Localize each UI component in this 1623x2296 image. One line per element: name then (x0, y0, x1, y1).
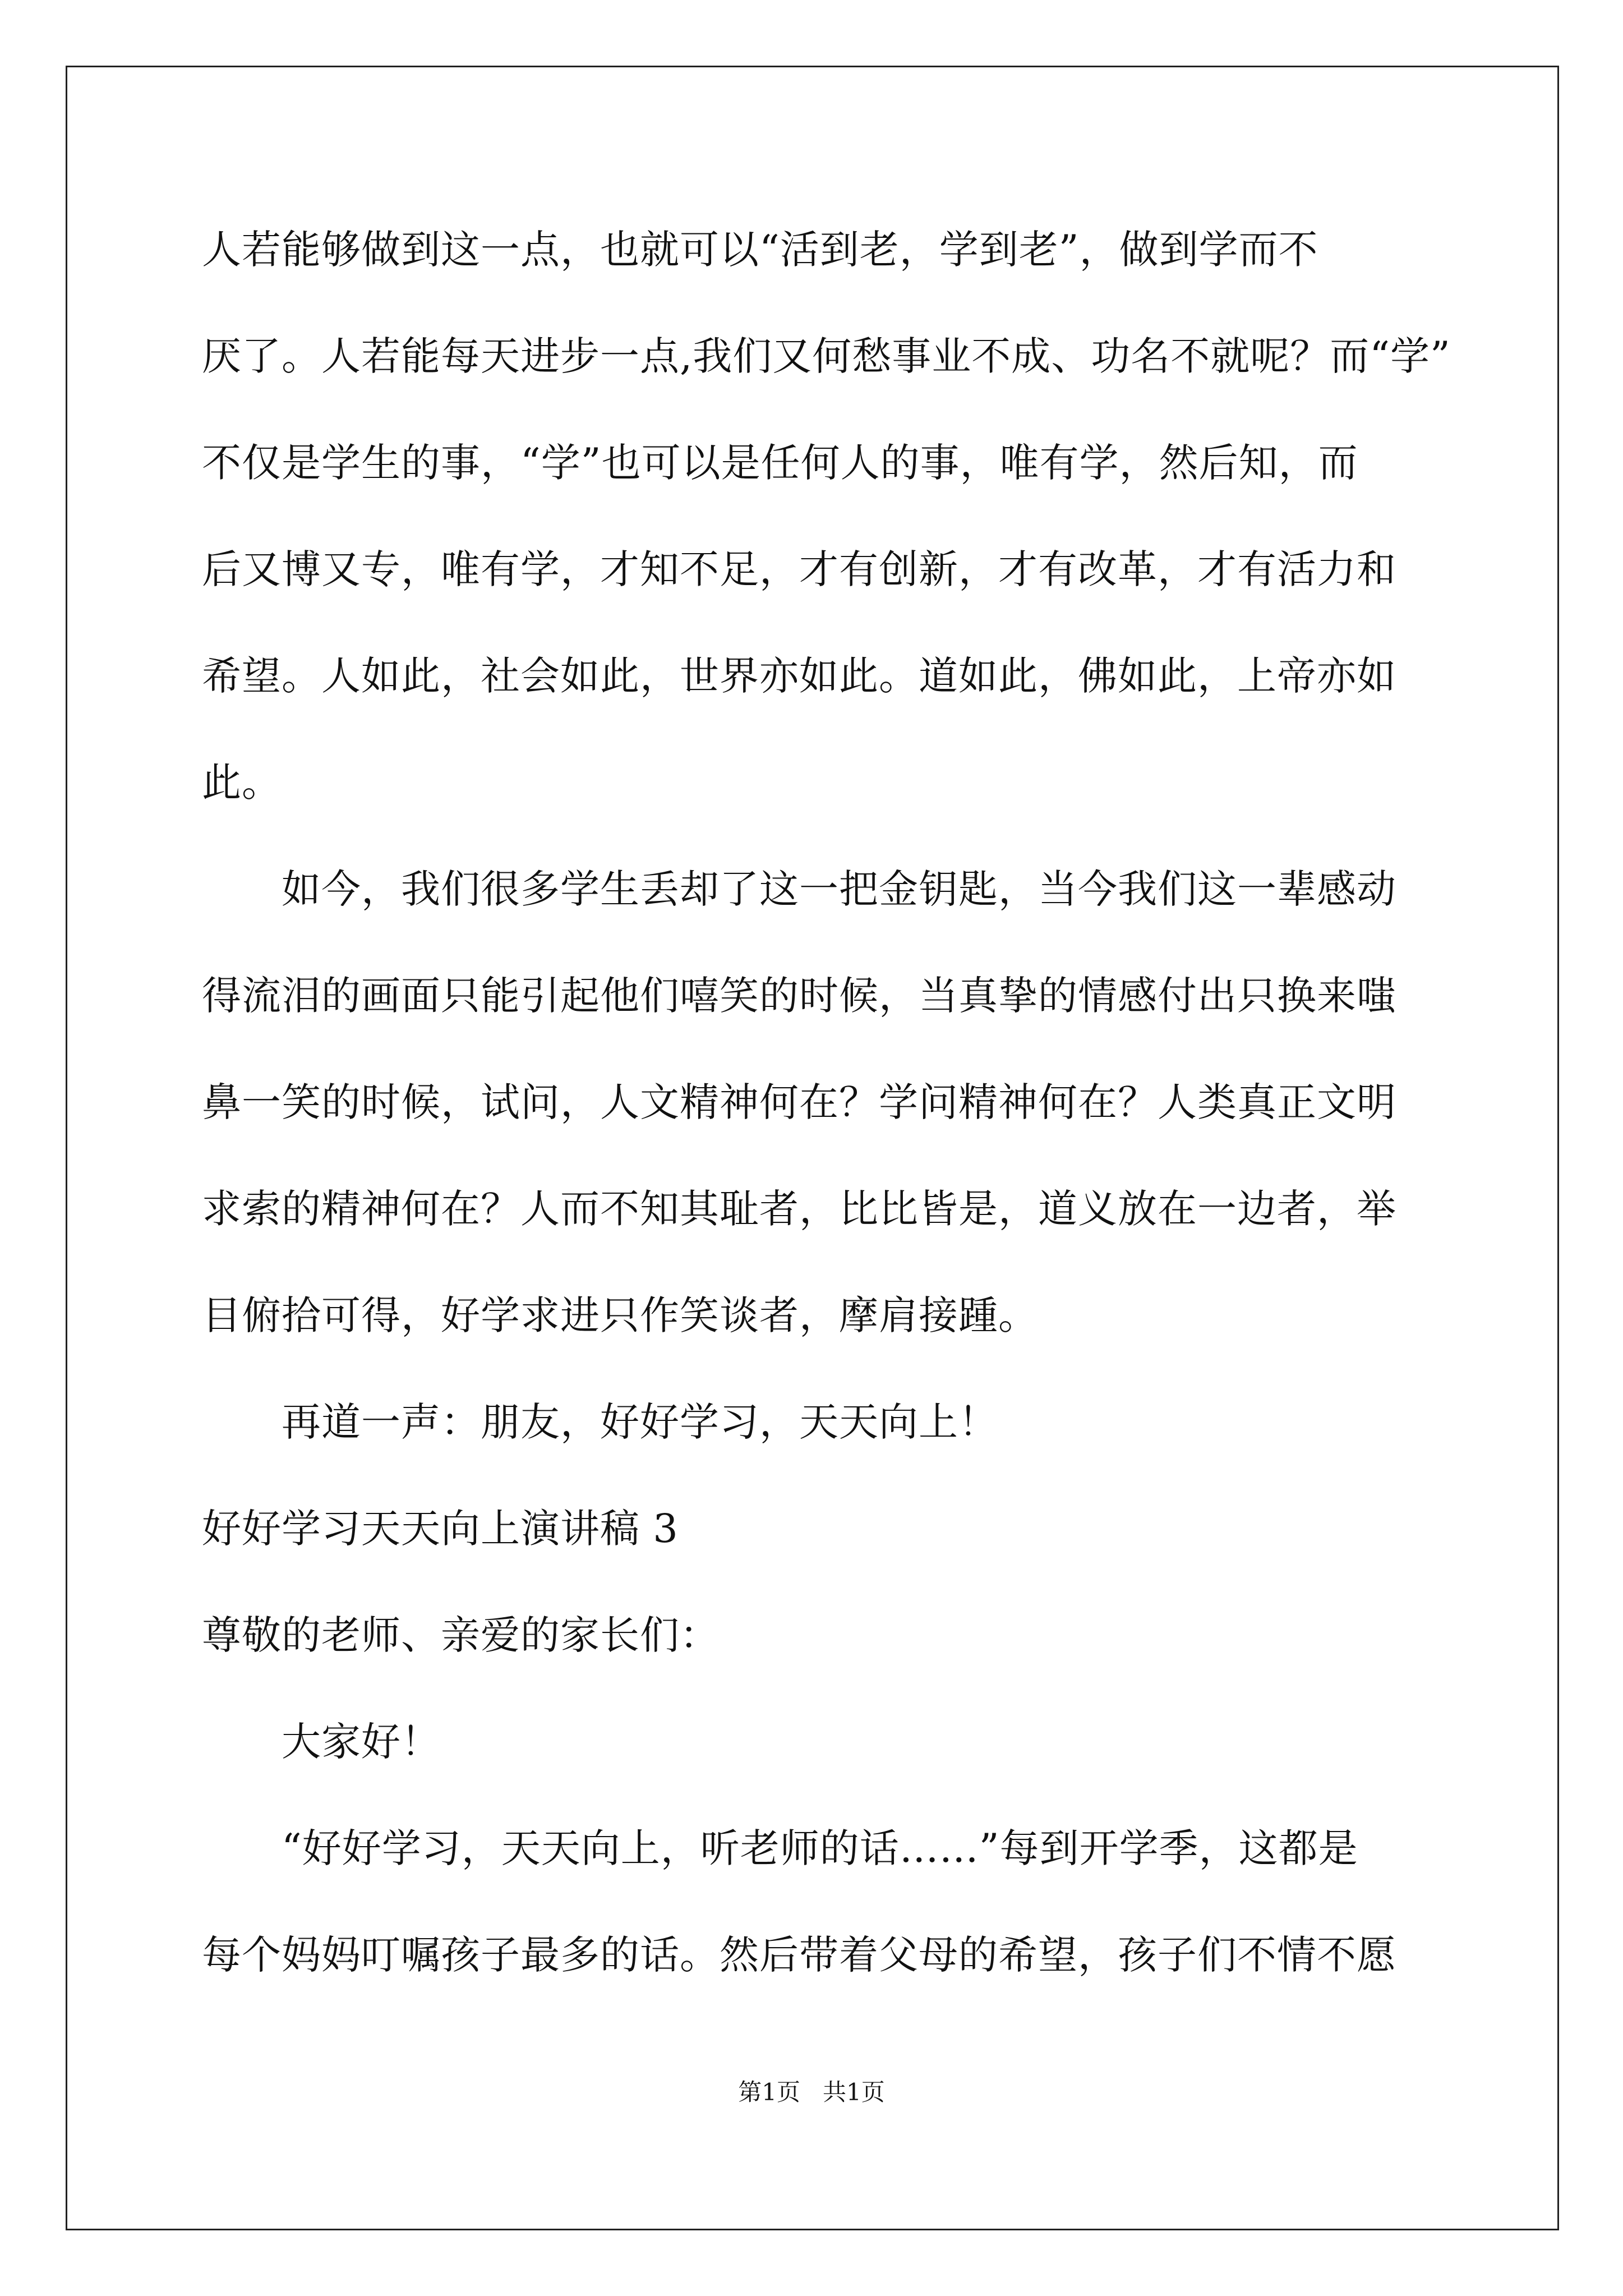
paragraph-line: 每个妈妈叮嘱孩子最多的话。然后带着父母的希望，孩子们不情不愿 (202, 1932, 1396, 1978)
page-footer: 第1页 共1页 (738, 2078, 885, 2106)
paragraph-line: 人若能够做到这一点，也就可以“活到老，学到老”，做到学而不 (202, 227, 1318, 273)
paragraph-line: “好好学习，天天向上，听老师的话……”每到开学季，这都是 (282, 1825, 1358, 1871)
paragraph-line: 如今，我们很多学生丢却了这一把金钥匙，当今我们这一辈感动 (282, 866, 1396, 912)
paragraph-line: 求索的精神何在？人而不知其耻者，比比皆是，道义放在一边者，举 (202, 1186, 1396, 1232)
paragraph-line: 得流泪的画面只能引起他们嘻笑的时候，当真挚的情感付出只换来嗤 (202, 973, 1396, 1019)
paragraph-line: 不仅是学生的事，“学”也可以是任何人的事，唯有学，然后知，而 (202, 440, 1358, 486)
paragraph-line: 鼻一笑的时候，试问，人文精神何在？学问精神何在？人类真正文明 (202, 1079, 1396, 1125)
document-body (202, 213, 1451, 2025)
paragraph-line: 希望。人如此，社会如此，世界亦如此。道如此，佛如此，上帝亦如 (202, 653, 1396, 699)
paragraph-line: 目俯拾可得，好学求进只作笑谈者，摩肩接踵。 (202, 1292, 1038, 1338)
section-heading: 好好学习天天向上演讲稿 3 (202, 1506, 679, 1552)
paragraph-line: 后又博又专，唯有学，才知不足，才有创新，才有改革，才有活力和 (202, 546, 1396, 592)
paragraph-line: 厌了。人若能每天进步一点,我们又何愁事业不成、功名不就呢？而“学” (202, 333, 1451, 379)
salutation: 尊敬的老师、亲爱的家长们： (202, 1612, 720, 1658)
greeting: 大家好！ (282, 1719, 441, 1765)
paragraph-line: 此。 (202, 760, 282, 806)
paragraph-line: 再道一声：朋友，好好学习，天天向上！ (282, 1399, 998, 1445)
